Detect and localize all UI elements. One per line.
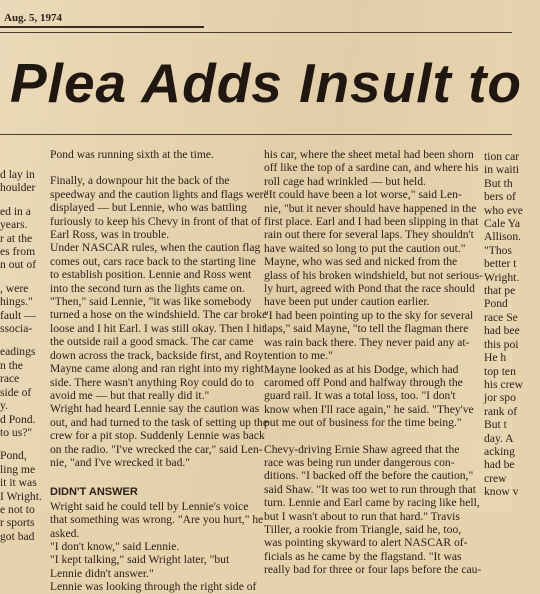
text-line: the outside rail a good smack. The car came — [50, 335, 254, 349]
fragment-line: r sports — [0, 516, 35, 530]
fragment-line: to us?" — [0, 425, 33, 439]
text-line: comes out, cars race back to the starting line — [50, 254, 256, 268]
fragment-line: had be — [484, 458, 515, 472]
fragment-line: years. — [0, 218, 28, 232]
text-line: Earl Ross, was in trouble. — [50, 228, 170, 242]
fragment-line: crew — [484, 471, 507, 485]
fragment-line: Cale Ya — [484, 217, 521, 231]
text-line: on the radio. "I've wrecked the car," said Len- — [50, 442, 263, 456]
fragment-line: this poi — [484, 337, 519, 351]
fragment-paragraph — [484, 244, 524, 298]
fragment-line: e not to — [0, 502, 35, 516]
text-line: avoid me — but that really did it." — [50, 388, 210, 402]
text-line: to establish position. Lennie and Ross went — [50, 268, 252, 282]
paragraph-gap — [264, 430, 478, 443]
text-line: roll cage had wrinkled — but held. — [264, 174, 426, 188]
text-line: asked. — [50, 526, 80, 540]
dateline: Aug. 5, 1974 — [0, 10, 204, 28]
text-line: into the second turn as the lights came on. — [50, 281, 245, 295]
text-line: first place. Earl and I had been slipping in that — [264, 215, 479, 229]
fragment-line: r at the — [0, 231, 33, 245]
text-line: off like the top of a sardine can, and where his — [264, 161, 479, 175]
text-line: that something was wrong. "Are you hurt," he — [50, 513, 264, 527]
text-line: furiously to keep his Chevy in front of that of — [50, 214, 261, 228]
text-line: Pond was running sixth at the time. — [50, 148, 214, 161]
text-line: "It could have been a lot worse," said Len- — [264, 188, 462, 202]
text-line: nie, "and I've wrecked it bad." — [50, 455, 190, 469]
text-line: crew for a pit stop. Suddenly Lennie was back — [50, 429, 265, 443]
text-line: was pointing skyward to alert NASCAR of- — [264, 536, 468, 550]
text-line: laps," said Mayne, "to tell the flagman there — [264, 322, 469, 336]
paragraph-gap — [50, 161, 258, 174]
fragment-line: day. A — [484, 431, 514, 445]
article-column-2 — [264, 148, 483, 577]
right-partial-column — [484, 150, 524, 499]
fragment-line: eadings — [0, 345, 36, 359]
fragment-line: hings." — [0, 295, 33, 309]
top-rule — [0, 32, 512, 33]
text-line: "I don't know," said Lennie. — [50, 539, 180, 553]
text-line: displayed — but Lennie, who was battling — [50, 201, 247, 215]
text-line: Chevy-driving Ernie Shaw agreed that the — [264, 442, 460, 456]
text-line: "I had been pointing up to the sky for several — [264, 308, 474, 322]
text-line: "Then," said Lennie, "it was like somebody — [50, 295, 252, 309]
text-line: Under NASCAR rules, when the caution flag — [50, 241, 261, 255]
text-line: said Shaw. "It was too wet to run through that — [264, 482, 476, 496]
text-line: caromed off Pond and halfway through the — [264, 375, 463, 389]
text-line: really bad for three or four laps before the cau- — [264, 563, 482, 577]
fragment-paragraph — [484, 177, 524, 244]
fragment-line: ling me — [0, 462, 36, 476]
text-line: rain out there for several laps. They shouldn't — [264, 228, 474, 242]
fragment-line: in waiti — [484, 163, 520, 177]
text-line: ly hurt, agreed with Pond that the race should — [264, 282, 475, 296]
fragment-line: that pe — [484, 284, 516, 298]
fragment-line: got bad — [0, 529, 35, 543]
text-line: have been put under caution earlier. — [264, 295, 430, 309]
fragment-paragraph — [0, 205, 42, 272]
fragment-line: top ten — [484, 364, 516, 378]
fragment-line: ed in a — [0, 204, 31, 218]
text-line: ficials as he came by the flagstand. "It was — [264, 549, 462, 563]
fragment-line: , were — [0, 281, 29, 295]
headline: Plea Adds Insult to — [10, 52, 523, 114]
text-line: Tiller, a rookie from Triangle, said he, too, — [264, 522, 462, 536]
text-line: tention to me." — [264, 349, 333, 363]
fragment-line: bers of — [484, 190, 516, 204]
fragment-line: acking — [484, 444, 515, 458]
text-line: Mayne came along and ran right into my right — [50, 362, 264, 376]
fragment-paragraph — [0, 282, 42, 336]
fragment-line: rank of — [484, 404, 518, 418]
text-line: nie, "but it never should have happened in the — [264, 201, 477, 215]
fragment-line: But th — [484, 176, 513, 190]
fragment-paragraph — [0, 345, 42, 439]
fragment-paragraph — [484, 351, 524, 418]
text-line: loose and I hit Earl. I was still okay. Then I hit — [50, 321, 266, 335]
text-line: "I kept talking," said Wright later, "but — [50, 553, 230, 567]
fragment-line: houlder — [0, 181, 36, 195]
text-line: race was being run under dangerous con- — [264, 455, 455, 469]
article-column-1 — [50, 148, 269, 594]
text-line: Wright said he could tell by Lennie's voice — [50, 499, 249, 513]
fragment-line: But t — [484, 418, 507, 432]
fragment-line: who eve — [484, 203, 523, 217]
text-line: speedway and the caution lights and flags were — [50, 187, 269, 201]
fragment-line: Wright. — [484, 270, 520, 284]
fragment-line: tion car — [484, 150, 520, 163]
fragment-line: side of — [0, 385, 32, 399]
fragment-line: He h — [484, 351, 507, 365]
fragment-paragraph — [484, 297, 524, 351]
text-line: out, and had turned to the task of setting up the — [50, 415, 268, 429]
text-line: Wright had heard Lennie say the caution was — [50, 402, 260, 416]
text-line: ditions. "I backed off the before the caution," — [264, 469, 474, 483]
fragment-line: ssocia- — [0, 322, 33, 336]
text-line: know when I'll race again," he said. "They've — [264, 402, 474, 416]
text-line: guard rail. It was a total loss, too. "I don't — [264, 389, 456, 403]
left-partial-column — [0, 168, 42, 553]
fragment-line: fault — — [0, 308, 36, 322]
text-line: but I wasn't about to run that hard." Travis — [264, 509, 460, 523]
text-line: his car, where the sheet metal had been shorn — [264, 148, 474, 161]
fragment-line: jor spo — [484, 391, 516, 405]
text-line: have waited so long to put the caution out." — [264, 241, 466, 255]
text-line: put me out of business for the time being." — [264, 416, 462, 430]
fragment-line: race Se — [484, 310, 518, 324]
fragment-line: d lay in — [0, 168, 35, 181]
text-line: Finally, a downpour hit the back of the — [50, 174, 230, 188]
text-line: Lennie didn't answer." — [50, 566, 154, 580]
fragment-line: d Pond. — [0, 412, 36, 426]
fragment-line: y. — [0, 399, 8, 413]
text-line: turn. Lennie and Earl came by racing like hell, — [264, 496, 480, 510]
text-line: turned a hose on the windshield. The car broke — [50, 308, 268, 322]
text-line: Mayne, who was sed and nicked from the — [264, 255, 458, 269]
fragment-line: "Thos — [484, 243, 512, 257]
fragment-paragraph — [484, 150, 524, 177]
fragment-paragraph — [0, 168, 42, 195]
text-line: Lennie was looking through the right side of — [50, 580, 257, 594]
fragment-paragraph — [484, 418, 524, 498]
fragment-line: his crew — [484, 377, 523, 391]
fragment-paragraph — [0, 449, 42, 543]
text-line: Mayne looked as at his Dodge, which had — [264, 362, 459, 376]
headline-rule — [0, 134, 512, 135]
text-line: glass of his broken windshield, but not serious- — [264, 268, 483, 282]
fragment-line: race — [0, 372, 20, 386]
fragment-line: better t — [484, 257, 517, 271]
fragment-line: n out of — [0, 258, 37, 272]
fragment-line: it it was — [0, 476, 37, 490]
fragment-line: had bee — [484, 324, 520, 338]
fragment-line: know v — [484, 485, 519, 499]
fragment-line: Pond, — [0, 449, 27, 463]
fragment-line: Pond — [484, 297, 508, 311]
fragment-line: es from — [0, 245, 36, 259]
fragment-line: I Wright. — [0, 489, 42, 503]
text-line: down across the track, backside first, and Roy — [50, 348, 264, 362]
text-line: was rain back there. They never paid any at- — [264, 335, 470, 349]
fragment-line: n the — [0, 358, 23, 372]
paragraph-gap — [50, 469, 258, 482]
text-line: side. There wasn't anything Roy could do to — [50, 375, 255, 389]
subheading: DIDN'T ANSWER — [50, 486, 138, 499]
fragment-line: Allison. — [484, 230, 522, 244]
